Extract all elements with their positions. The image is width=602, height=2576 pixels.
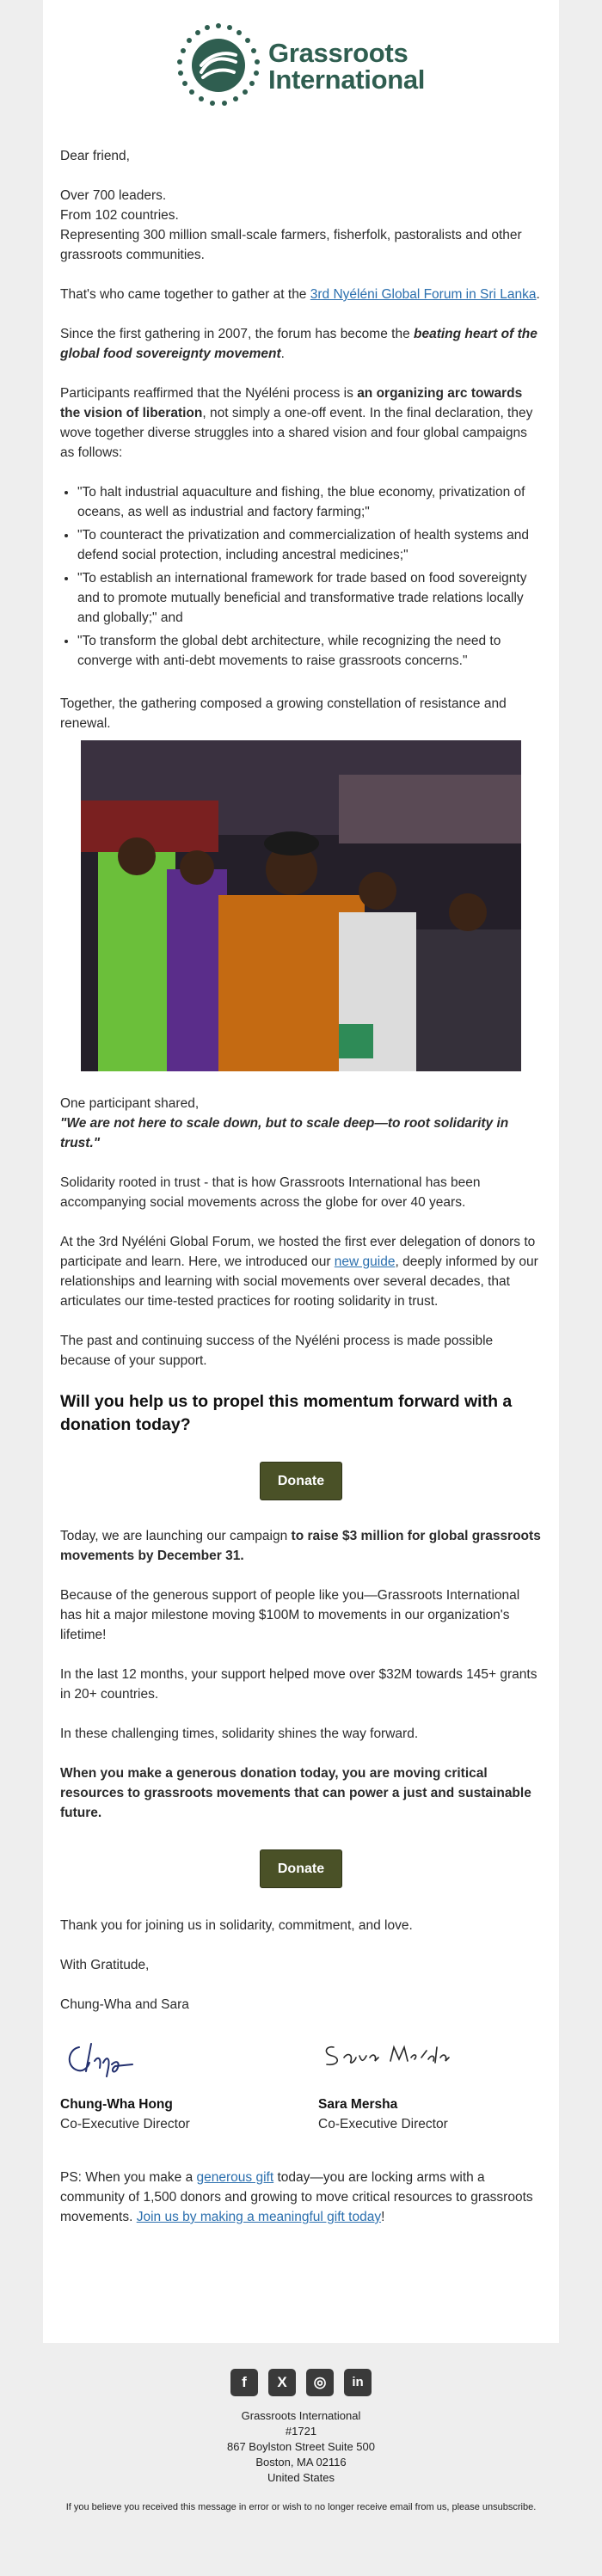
- since-emphasis: beating heart of the global food sovereignty movement: [60, 327, 538, 361]
- greeting: Dear friend,: [60, 149, 130, 163]
- letter-content: [60, 146, 542, 2227]
- instagram-icon[interactable]: ◎: [306, 2369, 334, 2396]
- signature-block-1: [60, 2030, 284, 2134]
- intro-line-2: From 102 countries.: [60, 208, 179, 223]
- facebook-icon[interactable]: f: [230, 2369, 258, 2396]
- footer-suite: #1721: [285, 2425, 317, 2438]
- since-suffix: .: [280, 347, 285, 361]
- donation-question: Will you help us to propel this momentum forward with a donation today?: [60, 1392, 513, 1434]
- ps-text: PS: When you make a: [60, 2170, 197, 2185]
- milestone-paragraph: Because of the generous support of people like you—Grassroots International has hit a major milestone moving $100M to movements in our organization's lifetime!: [60, 1588, 520, 1642]
- signature-sara-image: [318, 2030, 456, 2088]
- logo-wordmark: [268, 40, 425, 93]
- challenging-paragraph: In these challenging times, solidarity shines the way forward.: [60, 1727, 419, 1741]
- email-body: [43, 0, 559, 2343]
- forum-photo-image: [81, 740, 521, 1071]
- forum-text: At the 3rd Nyéléni Global Forum, we hosted the first ever delegation of donors to participate and learn. Here, we introduced our: [60, 1235, 536, 1269]
- launch-bold: to raise $3 million for global grassroots movements by December 31.: [60, 1529, 541, 1563]
- gather-paragraph: [60, 285, 542, 304]
- social-links: [230, 2369, 372, 2396]
- since-text: Since the first gathering in 2007, the forum has become the: [60, 327, 414, 341]
- campaign-item: • "To counteract the privatization and commercialization of health systems and defend social protection, including ancestral medicines;": [77, 525, 542, 565]
- solidarity-paragraph: Solidarity rooted in trust - that is how Grassroots International has been accompanying social movements across the globe for over 40 years.: [60, 1175, 481, 1210]
- footer-org: Grassroots International: [241, 2409, 361, 2422]
- quote-text: "We are not here to scale down, but to scale deep—to root solidarity in trust.": [60, 1116, 509, 1150]
- campaign-list: [60, 482, 542, 671]
- donate-row-2: [60, 1849, 542, 1888]
- campaign-item: • "To halt industrial aquaculture and fishing, the blue economy, privatization of oceans, as well as industrial and factory farming;": [77, 482, 542, 522]
- reaffirm-bold: an organizing arc towards the vision of liberation: [60, 386, 523, 420]
- last12-paragraph: In the last 12 months, your support helped move over $32M towards 145+ grants in 20+ countries.: [60, 1667, 538, 1702]
- generous-bold: When you make a generous donation today, you are moving critical resources to grassroots movements that can power a just and sustainable future.: [60, 1766, 531, 1820]
- closing: With Gratitude,: [60, 1958, 150, 1972]
- ps-mid: today—you are locking arms with a community of 1,500 donors and growing to move critical resources to grassroots movements.: [60, 2170, 533, 2224]
- launch-text: Today, we are launching our campaign: [60, 1529, 292, 1543]
- new-guide-link[interactable]: new guide: [334, 1254, 396, 1269]
- forum-paragraph: [60, 1232, 542, 1311]
- ps-suffix: !: [381, 2210, 385, 2224]
- ps-paragraph: [60, 2168, 542, 2227]
- signer-2-title: Co-Executive Director: [318, 2117, 448, 2131]
- x-icon[interactable]: X: [268, 2369, 296, 2396]
- signoff: Chung-Wha and Sara: [60, 1997, 189, 2012]
- forum-link[interactable]: 3rd Nyéléni Global Forum in Sri Lanka: [310, 287, 537, 302]
- reaffirm-text: Participants reaffirmed that the Nyéléni process is: [60, 386, 358, 401]
- campaign-item: • "To transform the global debt architecture, while recognizing the need to converge with anti-debt movements to raise grassroots concerns.": [77, 631, 542, 671]
- together-paragraph: Together, the gathering composed a growing constellation of resistance and renewal.: [60, 696, 507, 731]
- grassroots-logo[interactable]: [175, 22, 433, 108]
- participant-quote: [60, 1113, 542, 1153]
- logo-line-2: International: [268, 64, 426, 95]
- donate-button[interactable]: Donate: [260, 1849, 342, 1888]
- reaffirm-paragraph: [60, 383, 542, 463]
- footer-country: United States: [267, 2471, 335, 2484]
- signatures: [60, 2030, 542, 2168]
- signer-1-title: Co-Executive Director: [60, 2117, 190, 2131]
- gather-suffix: .: [536, 287, 540, 302]
- signer-2-name: Sara Mersha: [318, 2097, 398, 2112]
- generous-gift-link[interactable]: generous gift: [196, 2170, 274, 2185]
- forum-photo: [81, 740, 521, 1071]
- footer: [0, 2369, 602, 2514]
- since-paragraph: [60, 324, 542, 364]
- reaffirm-suffix: , not simply a one-off event. In the final declaration, they wove together diverse struggles into a shared vision and four global campaigns as follows:: [60, 406, 533, 460]
- donate-row-1: [60, 1462, 542, 1500]
- thanks-paragraph: Thank you for joining us in solidarity, commitment, and love.: [60, 1918, 413, 1933]
- unsubscribe-notice[interactable]: If you believe you received this message in error or wish to no longer receive email from us, please unsubscribe.: [65, 2502, 537, 2512]
- signature-block-2: [318, 2030, 542, 2134]
- linkedin-icon[interactable]: in: [344, 2369, 372, 2396]
- signer-1-name: Chung-Wha Hong: [60, 2097, 173, 2112]
- success-paragraph: The past and continuing success of the Nyéléni process is made possible because of your support.: [60, 1334, 494, 1368]
- generous-paragraph: [60, 1763, 542, 1823]
- shared-intro: One participant shared,: [60, 1096, 200, 1111]
- donate-button[interactable]: Donate: [260, 1462, 342, 1500]
- meaningful-gift-link[interactable]: Join us by making a meaningful gift today: [136, 2210, 382, 2224]
- footer-street: 867 Boylston Street Suite 500: [226, 2440, 375, 2453]
- intro-line-3: Representing 300 million small-scale farmers, fisherfolk, pastoralists and other grassroots communities.: [60, 228, 522, 262]
- signature-chung-wha-image: [60, 2030, 163, 2088]
- logo-mark-icon: [175, 22, 261, 108]
- forum-suffix: , deeply informed by our relationships and learning with social movements over several decades, that articulates our time-tested practices for rooting solidarity in trust.: [60, 1254, 538, 1309]
- footer-city: Boston, MA 02116: [255, 2456, 347, 2469]
- launch-paragraph: [60, 1526, 542, 1566]
- campaign-item: • "To establish an international framework for trade based on food sovereignty and to promote mutually beneficial and transformative trade relations locally and globally;" and: [77, 568, 542, 628]
- gather-text: That's who came together to gather at the: [60, 287, 310, 302]
- intro-line-1: Over 700 leaders.: [60, 188, 167, 203]
- logo-line-1: Grassroots: [268, 38, 408, 68]
